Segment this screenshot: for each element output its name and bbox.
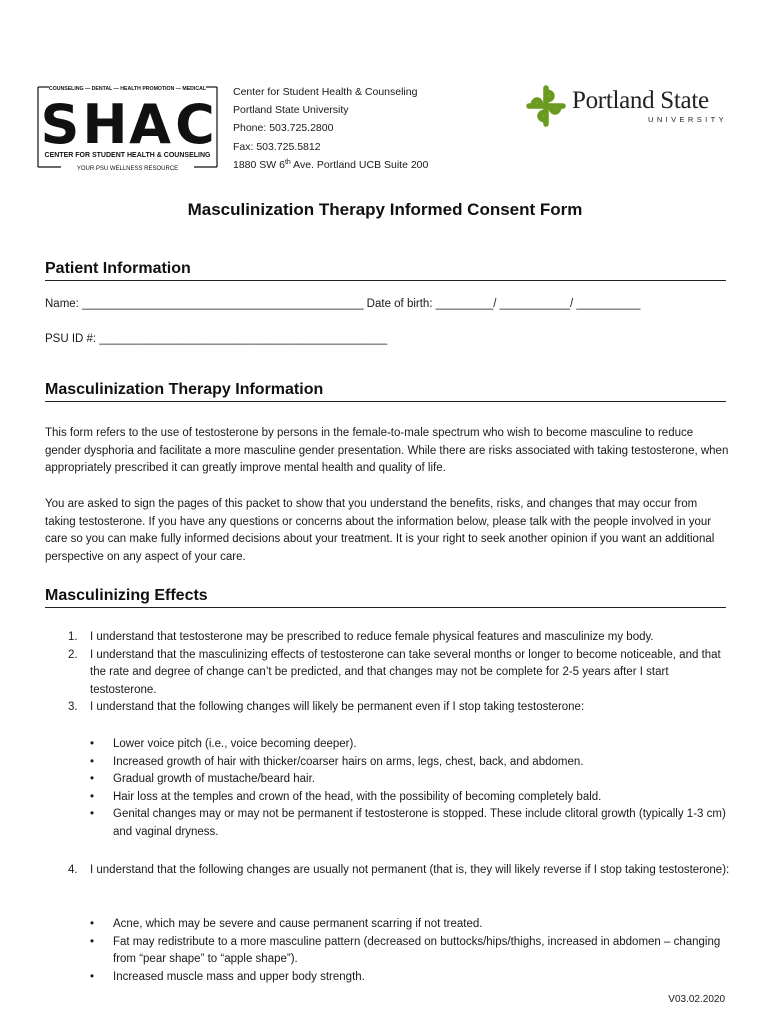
permanent-change-item <box>0 754 728 772</box>
effects-list-item <box>0 629 730 647</box>
bullet-text: Lower voice pitch (i.e., voice becoming deeper). <box>113 738 357 750</box>
bullet-icon: • <box>90 918 95 930</box>
nonpermanent-change-item <box>0 916 728 934</box>
contact-org: Center for Student Health & Counseling <box>233 86 418 98</box>
nonpermanent-change-item <box>0 969 728 987</box>
contact-phone: Phone: 503.725.2800 <box>233 122 334 135</box>
bullet-icon: • <box>90 790 95 803</box>
version-label: V03.02.2020 <box>668 994 725 1005</box>
psu-logo-name: Portland State <box>572 87 709 114</box>
effects-list-item <box>0 699 730 717</box>
address-ordinal: th <box>284 158 291 166</box>
shac-bottom-tagline: YOUR PSU WELLNESS RESOURCE <box>76 166 179 171</box>
address-number: 1880 SW 6 <box>233 158 285 171</box>
psu-emblem-icon <box>524 84 568 128</box>
permanent-change-item <box>0 806 728 841</box>
shac-letter-c: C <box>175 93 215 156</box>
permanent-change-item <box>0 771 728 789</box>
bullet-icon: • <box>90 935 95 948</box>
shac-letter-s: S <box>40 93 80 156</box>
effects-list <box>0 629 770 717</box>
nonpermanent-change-item <box>0 934 728 969</box>
patient-info-heading: Patient Information <box>45 260 726 281</box>
effects-list-item <box>0 862 730 880</box>
shac-letter-h: H <box>82 93 128 156</box>
item-text: I understand that the following changes are usually not permanent (that is, they will likely reverse if I stop taking testosterone): <box>90 864 730 876</box>
psu-logo-university: UNIVERSITY <box>648 115 728 124</box>
form-title: Masculinization Therapy Informed Consent Form <box>187 200 583 219</box>
item-number: 1. <box>68 631 78 643</box>
contact-fax: Fax: 503.725.5812 <box>233 140 321 153</box>
item-text: I understand that the masculinizing effects of testosterone can take several months or longer to become noticeable, and that the rate and degree of change can’t be predicted, and that changes may not be complete for 2-5 years after I start testosterone. <box>90 648 721 696</box>
item-text: I understand that the following changes will likely be permanent even if I stop taking testosterone: <box>90 701 585 713</box>
bullet-icon: • <box>90 773 95 785</box>
shac-top-tagline: COUNSELING — DENTAL — HEALTH PROMOTION — MEDICAL <box>48 86 207 92</box>
bullet-text: Fat may redistribute to a more masculine pattern (decreased on buttocks/hips/thighs, increased in abdomen – changing from “pear shape” to “apple shape”). <box>113 935 721 965</box>
item-text: I understand that testosterone may be prescribed to reduce female physical features and masculinize my body. <box>90 631 654 643</box>
permanent-change-item <box>0 789 728 807</box>
bullet-icon: • <box>90 970 95 983</box>
bullet-text: Gradual growth of mustache/beard hair. <box>113 773 316 785</box>
contact-block <box>233 83 428 174</box>
effects-list-item <box>0 647 730 700</box>
name-dob-line[interactable]: Name: ____________________________________________ Date of birth: _________/ ___________/ __________ <box>45 298 641 310</box>
bullet-text: Increased growth of hair with thicker/coarser hairs on arms, legs, chest, back, and abdomen. <box>113 755 584 768</box>
contact-university: Portland State University <box>233 104 349 117</box>
address-rest: Ave. Portland UCB Suite 200 <box>290 158 429 171</box>
bullet-text: Genital changes may or may not be permanent if testosterone is stopped. These include clitoral growth (typically 1-3 cm) and vaginal dryness. <box>113 808 726 838</box>
bullet-icon: • <box>90 755 95 768</box>
item-number: 2. <box>68 648 78 661</box>
permanent-changes-list <box>0 736 770 841</box>
bullet-text: Hair loss at the temples and crown of the head, with the possibility of becoming completely bald. <box>113 790 602 803</box>
bullet-icon: • <box>90 738 95 750</box>
therapy-info-paragraph-2: You are asked to sign the pages of this packet to show that you understand the benefits, risks, and changes that may occur from taking testosterone. If you have any questions or concerns about the information below, please talk with the people involved in your care so you can make fully informed decisions about your treatment. It is your right to seek another opinion if you want an additional perspective on any aspect of your care. <box>45 498 715 563</box>
psu-logo <box>524 84 728 130</box>
nonpermanent-changes-list <box>0 916 770 986</box>
item-number: 4. <box>68 864 78 876</box>
item-number: 3. <box>68 701 78 713</box>
effects-list-continued <box>0 862 770 880</box>
bullet-text: Increased muscle mass and upper body strength. <box>113 970 365 983</box>
shac-logo <box>37 83 218 171</box>
psu-id-line[interactable]: PSU ID #: _____________________________________________ <box>45 333 388 345</box>
permanent-change-item <box>0 736 728 754</box>
bullet-text: Acne, which may be severe and cause permanent scarring if not treated. <box>113 918 483 930</box>
contact-address <box>233 156 428 174</box>
bullet-icon: • <box>90 808 95 820</box>
effects-heading: Masculinizing Effects <box>45 587 726 608</box>
shac-subtitle: CENTER FOR STUDENT HEALTH & COUNSELING <box>44 152 211 159</box>
therapy-info-paragraph-1: This form refers to the use of testosterone by persons in the female-to-male spectrum who wish to become masculine to reduce gender dysphoria and facilitate a more masculine gender presentation. While there are risks associated with taking testosterone, when appropriately prescribed it can greatly improve mental health and quality of life. <box>45 427 729 474</box>
therapy-info-heading: Masculinization Therapy Information <box>45 381 726 402</box>
shac-letter-a: A <box>129 93 171 156</box>
shac-logo-graphic <box>37 83 218 171</box>
